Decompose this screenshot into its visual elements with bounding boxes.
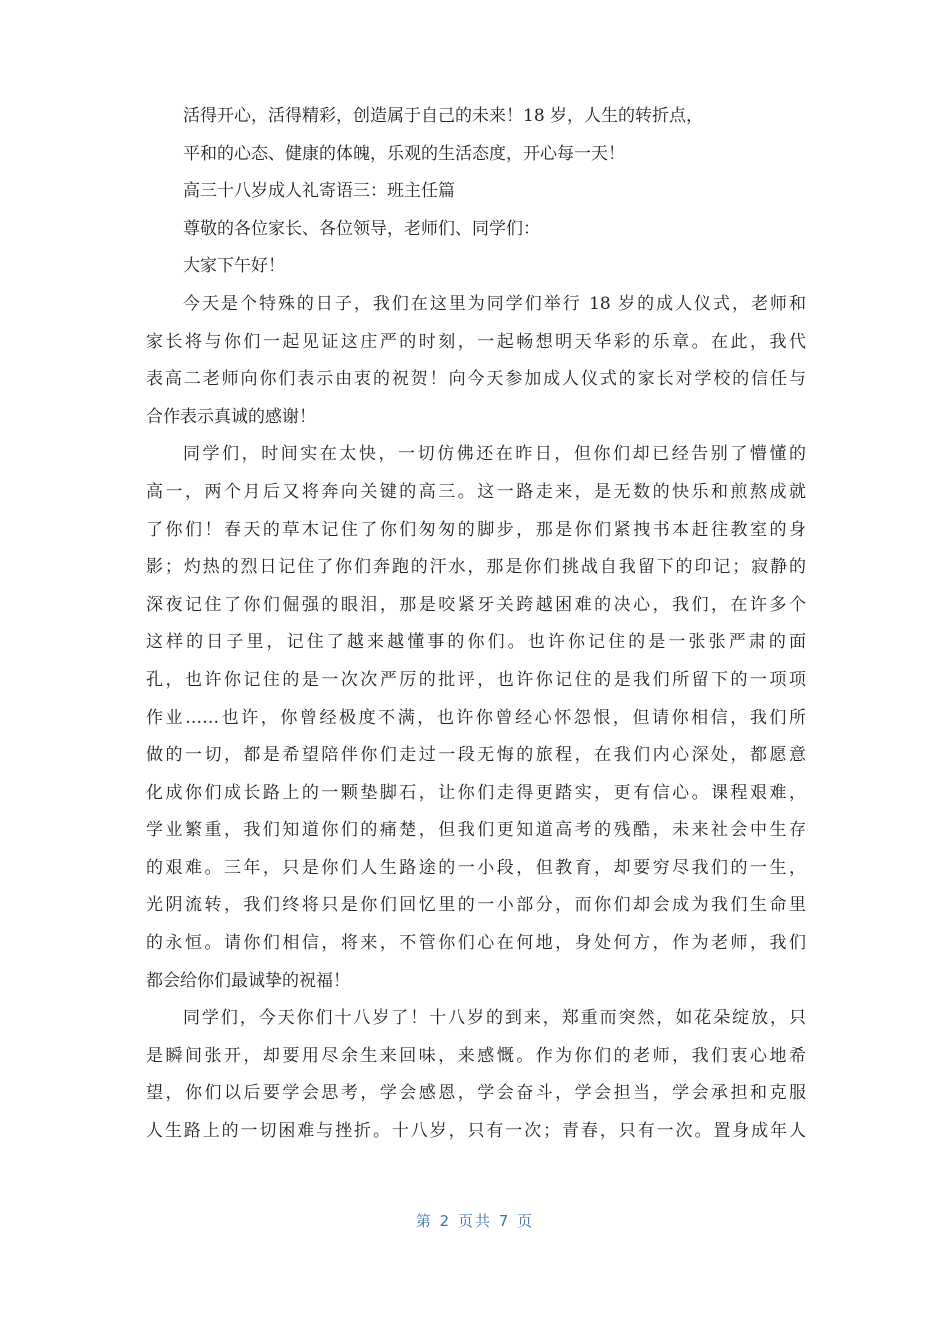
page-body [146, 98, 806, 1151]
text-line: 做的一切，都是希望陪伴你们走过一段无悔的旅程，在我们内心深处，都愿意 [146, 745, 806, 766]
text-line: 作业……也许，你曾经极度不满，也许你曾经心怀怨恨，但请你相信，我们所 [146, 707, 806, 728]
text-line: 同学们，时间实在太快，一切仿佛还在昨日，但你们却已经告别了懵懂的 [183, 444, 806, 465]
text-line: 光阴流转，我们终将只是你们回忆里的一小部分，而你们却会成为我们生命里 [146, 895, 806, 916]
text-line: 影；灼热的烈日记住了你们奔跑的汗水，那是你们挑战自我留下的印记；寂静的 [146, 557, 806, 578]
text-line: 人生路上的一切困难与挫折。十八岁，只有一次；青春，只有一次。置身成年人 [146, 1121, 806, 1142]
text-line: 孔，也许你记住的是一次次严厉的批评，也许你记住的是我们所留下的一项项 [146, 669, 806, 690]
text-line: 的艰难。三年，只是你们人生路途的一小段，但教育，却要穷尽我们的一生， [146, 857, 806, 878]
text-line: 平和的心态、健康的体魄，乐观的生活态度，开心每一天！ [183, 143, 625, 164]
section-heading: 高三十八岁成人礼寄语三：班主任篇 [183, 181, 455, 202]
text-line: 的永恒。请你们相信，将来，不管你们心在何地，身处何方，作为老师，我们 [146, 933, 806, 954]
text-line: 是瞬间张开，却要用尽余生来回味，来感慨。作为你们的老师，我们衷心地希 [146, 1045, 806, 1066]
text-line: 深夜记住了你们倔强的眼泪，那是咬紧牙关跨越困难的决心，我们，在许多个 [146, 594, 806, 615]
text-line: 了你们！春天的草木记住了你们匆匆的脚步，那是你们紧拽书本赶往教室的身 [146, 519, 806, 540]
text-line: 学业繁重，我们知道你们的痛楚，但我们更知道高考的残酷，未来社会中生存 [146, 820, 806, 841]
text-line: 同学们，今天你们十八岁了！十八岁的到来，郑重而突然，如花朵绽放，只 [183, 1008, 806, 1029]
text-line: 望，你们以后要学会思考，学会感恩，学会奋斗，学会担当，学会承担和克服 [146, 1083, 806, 1104]
text-line: 家长将与你们一起见证这庄严的时刻，一起畅想明天华彩的乐章。在此，我代 [146, 331, 806, 352]
text-line: 活得开心，活得精彩，创造属于自己的未来！18 岁，人生的转折点， [183, 106, 704, 126]
text-line: 合作表示真诚的感谢！ [146, 406, 316, 427]
salutation: 尊敬的各位家长、各位领导，老师们、同学们： [183, 218, 540, 239]
text-line: 这样的日子里，记住了越来越懂事的你们。也许你记住的是一张张严肃的面 [146, 632, 806, 653]
text-line: 都会给你们最诚挚的祝福！ [146, 970, 350, 991]
text-line: 今天是个特殊的日子，我们在这里为同学们举行 18 岁的成人仪式，老师和 [183, 293, 806, 314]
text-line: 高一，两个月后又将奔向关键的高三。这一路走来，是无数的快乐和煎熬成就 [146, 481, 806, 502]
greeting: 大家下午好！ [183, 256, 285, 277]
page-number-footer: 第 2 页共 7 页 [415, 1212, 535, 1230]
text-line: 化成你们成长路上的一颗垫脚石，让你们走得更踏实，更有信心。课程艰难， [146, 782, 806, 803]
text-line: 表高二老师向你们表示由衷的祝贺！向今天参加成人仪式的家长对学校的信任与 [146, 369, 806, 390]
